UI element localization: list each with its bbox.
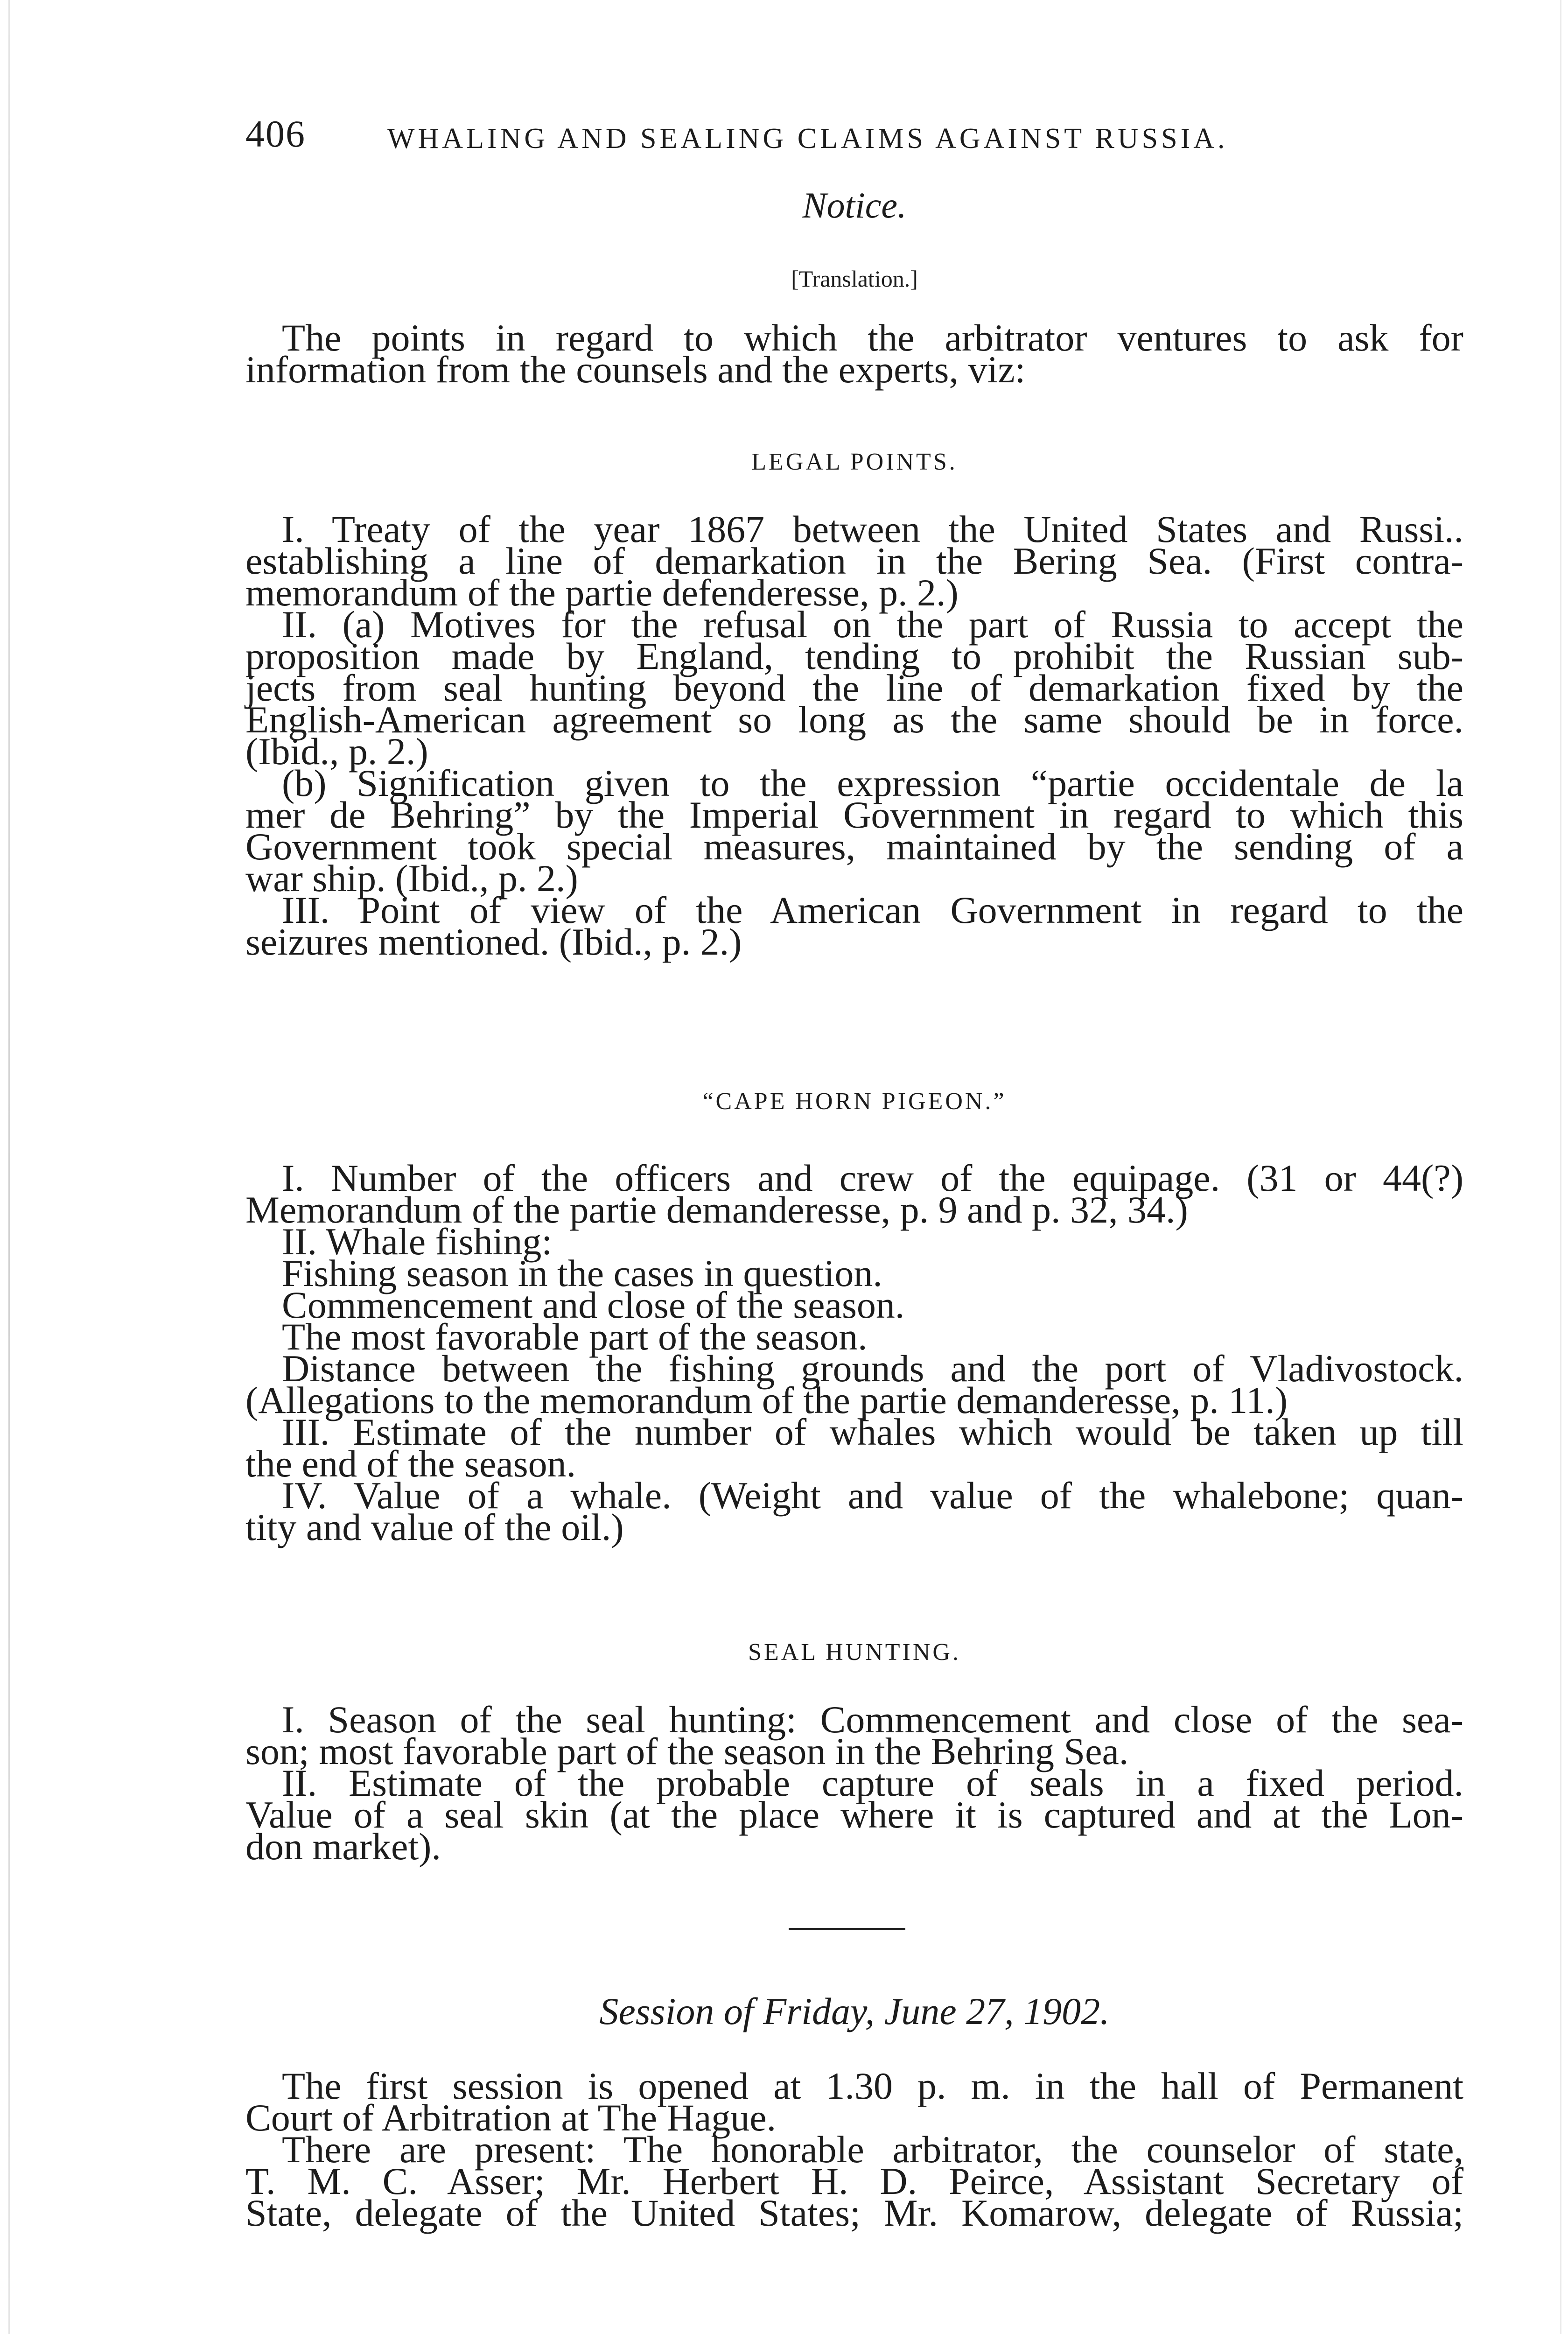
text-line: Memorandum of the partie demanderesse, p. 9 and p. 32, 34.) (245, 1188, 1188, 1231)
text-line: (Allegations to the memorandum of the partie demanderesse, p. 11.) (245, 1379, 1288, 1421)
text-line: establishing a line of demarkation in the Bering Sea. (First contra- (245, 540, 1463, 582)
text-line: (Ibid., p. 2.) (245, 730, 428, 773)
text-line: The first session is opened at 1.30 p. m. in the hall of Permanent (282, 2065, 1463, 2107)
notice-title: Notice. (802, 185, 907, 225)
running-title: WHALING AND SEALING CLAIMS AGAINST RUSSIA. (387, 123, 1228, 155)
text-line: jects from seal hunting beyond the line of demarkation fixed by the (245, 667, 1463, 709)
section-divider (789, 1928, 905, 1930)
text-line: Government took special measures, maintained by the sending of a (245, 825, 1463, 868)
page-edge-left (8, 0, 10, 2334)
text-line: (b) Signification given to the expression “partie occidentale de la (282, 762, 1463, 804)
text-line: English-American agreement so long as the same should be in force. (245, 698, 1463, 741)
text-line: seizures mentioned. (Ibid., p. 2.) (245, 921, 742, 963)
heading-legal-points: LEGAL POINTS. (751, 449, 958, 475)
page-number: 406 (245, 112, 306, 155)
text-line: II. Whale fishing: (282, 1220, 553, 1263)
text-line: the end of the season. (245, 1442, 576, 1485)
text-line: son; most favorable part of the season in the Behring Sea. (245, 1730, 1129, 1772)
translation-note: [Translation.] (791, 266, 918, 292)
page-edge-right (1560, 0, 1561, 2334)
text-line: T. M. C. Asser; Mr. Herbert H. D. Peirce, Assistant Secretary of (245, 2160, 1463, 2202)
seal-hunting-body (245, 1698, 1463, 1868)
text-line: war ship. (Ibid., p. 2.) (245, 857, 578, 900)
text-line: The most favorable part of the season. (282, 1315, 868, 1358)
text-line: There are present: The honorable arbitrator, the counselor of state, (282, 2128, 1463, 2171)
heading-seal-hunting: SEAL HUNTING. (748, 1639, 961, 1666)
text-line: don market). (245, 1825, 441, 1868)
text-line: II. Estimate of the probable capture of seals in a fixed period. (282, 1762, 1463, 1804)
running-head (245, 112, 1384, 168)
legal-points-body (245, 508, 1463, 963)
text-line: proposition made by England, tending to prohibit the Russian sub- (245, 635, 1463, 677)
heading-cape-horn-pigeon: “CAPE HORN PIGEON.” (702, 1088, 1007, 1115)
text-line: Distance between the fishing grounds and the port of Vladivostock. (282, 1347, 1463, 1390)
text-line: mer de Behring” by the Imperial Government in regard to which this (245, 794, 1463, 836)
text-line: information from the counsels and the experts, viz: (245, 348, 1026, 391)
text-line: Commencement and close of the season. (282, 1284, 905, 1326)
notice-intro (245, 316, 1463, 391)
text-line: Value of a seal skin (at the place where it is captured and at the Lon- (245, 1793, 1463, 1836)
text-line: Court of Arbitration at The Hague. (245, 2096, 777, 2139)
text-line: III. Estimate of the number of whales which would be taken up till (282, 1411, 1463, 1453)
text-line: IV. Value of a whale. (Weight and value of the whalebone; quan- (282, 1474, 1463, 1517)
text-line: The points in regard to which the arbitrator ventures to ask for (282, 316, 1463, 359)
text-line: State, delegate of the United States; Mr. Komarow, delegate of Russia; (245, 2192, 1463, 2234)
session-body (245, 2065, 1463, 2234)
text-line: memorandum of the partie defenderesse, p. 2.) (245, 571, 959, 614)
text-line: tity and value of the oil.) (245, 1506, 624, 1548)
text-line: II. (a) Motives for the refusal on the part of Russia to accept the (282, 603, 1463, 646)
text-line: I. Number of the officers and crew of the equipage. (31 or 44(?) (282, 1157, 1463, 1199)
session-title: Session of Friday, June 27, 1902. (599, 1990, 1110, 2032)
cape-horn-pigeon-body (245, 1157, 1463, 1548)
text-line: Fishing season in the cases in question. (282, 1252, 882, 1294)
text-line: I. Season of the seal hunting: Commencement and close of the sea- (282, 1698, 1463, 1741)
text-line: III. Point of view of the American Government in regard to the (282, 889, 1463, 931)
text-line: I. Treaty of the year 1867 between the United States and Russi.. (282, 508, 1463, 550)
